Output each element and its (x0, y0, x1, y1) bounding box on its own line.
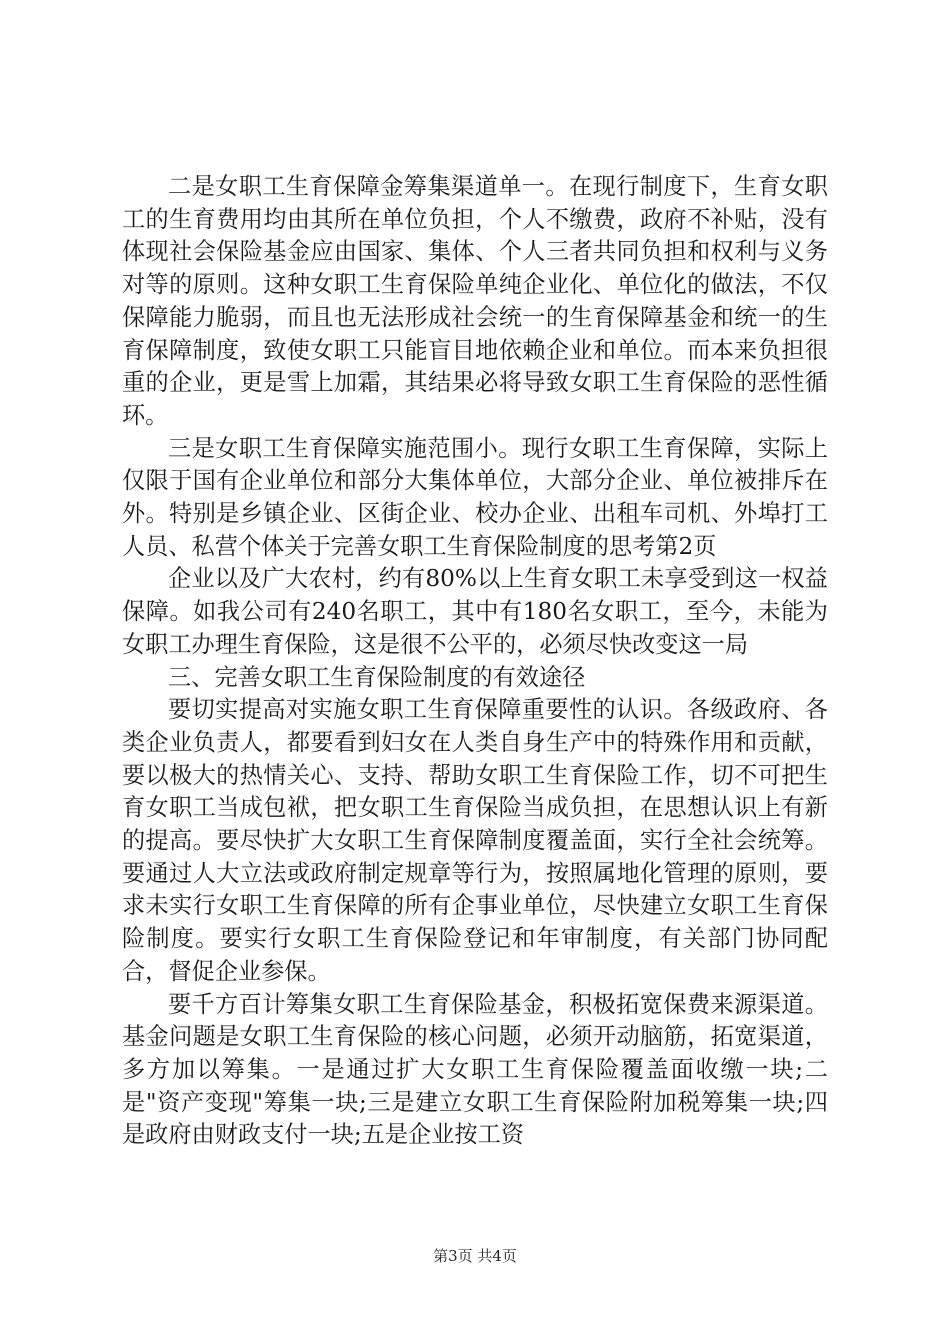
paragraph-fund-raising: 要千方百计筹集女职工生育保险基金，积极拓宽保费来源渠道。基金问题是女职工生育保险的核心问题，必须开动脑筋，拓宽渠道，多方加以筹集。一是通过扩大女职工生育保险覆盖面收缴一块;二是"资产变现"筹集一块;三是建立女职工生育保险附加税筹集一块;四是政府由财政支付一块;五是企业按工资 (122, 990, 828, 1149)
paragraph-rural-enterprises: 企业以及广大农村，约有80%以上生育女职工未享受到这一权益保障。如我公司有240名职工，其中有180名女职工，至今，未能为女职工办理生育保险，这是很不公平的，必须尽快改变这一局 (122, 565, 828, 658)
document-body (122, 171, 828, 1152)
section-heading: 三、完善女职工生育保险制度的有效途径 (168, 663, 586, 691)
paragraph-coverage-scope: 三是女职工生育保障实施范围小。现行女职工生育保障，实际上仅限于国有企业单位和部分大集体单位，大部分企业、单位被排斥在外。特别是乡镇企业、区街企业、校办企业、出租车司机、外埠打工人员、私营个体关于完善女职工生育保险制度的思考第2页 (122, 434, 828, 560)
page-number-footer: 第3页 共4页 (433, 1247, 517, 1265)
paragraph-funding-channel: 二是女职工生育保障金筹集渠道单一。在现行制度下，生育女职工的生育费用均由其所在单位负担，个人不缴费，政府不补贴，没有体现社会保险基金应由国家、集体、个人三者共同负担和权利与义务对等的原则。这种女职工生育保险单纯企业化、单位化的做法，不仅保障能力脆弱，而且也无法形成社会统一的生育保障基金和统一的生育保障制度，致使女职工只能盲目地依赖企业和单位。而本来负担很重的企业，更是雪上加霜，其结果必将导致女职工生育保险的恶性循环。 (122, 173, 828, 429)
paragraph-awareness: 要切实提高对实施女职工生育保障重要性的认识。各级政府、各类企业负责人，都要看到妇女在人类自身生产中的特殊作用和贡献，要以极大的热情关心、支持、帮助女职工生育保险工作，切不可把生育女职工当成包袱，把女职工生育保险当成负担，在思想认识上有新的提高。要尽快扩大女职工生育保障制度覆盖面，实行全社会统筹。要通过人大立法或政府制定规章等行为，按照属地化管理的原则，要求未实行女职工生育保障的所有企事业单位，尽快建立女职工生育保险制度。要实行女职工生育保险登记和年审制度，有关部门协同配合，督促企业参保。 (122, 696, 828, 985)
